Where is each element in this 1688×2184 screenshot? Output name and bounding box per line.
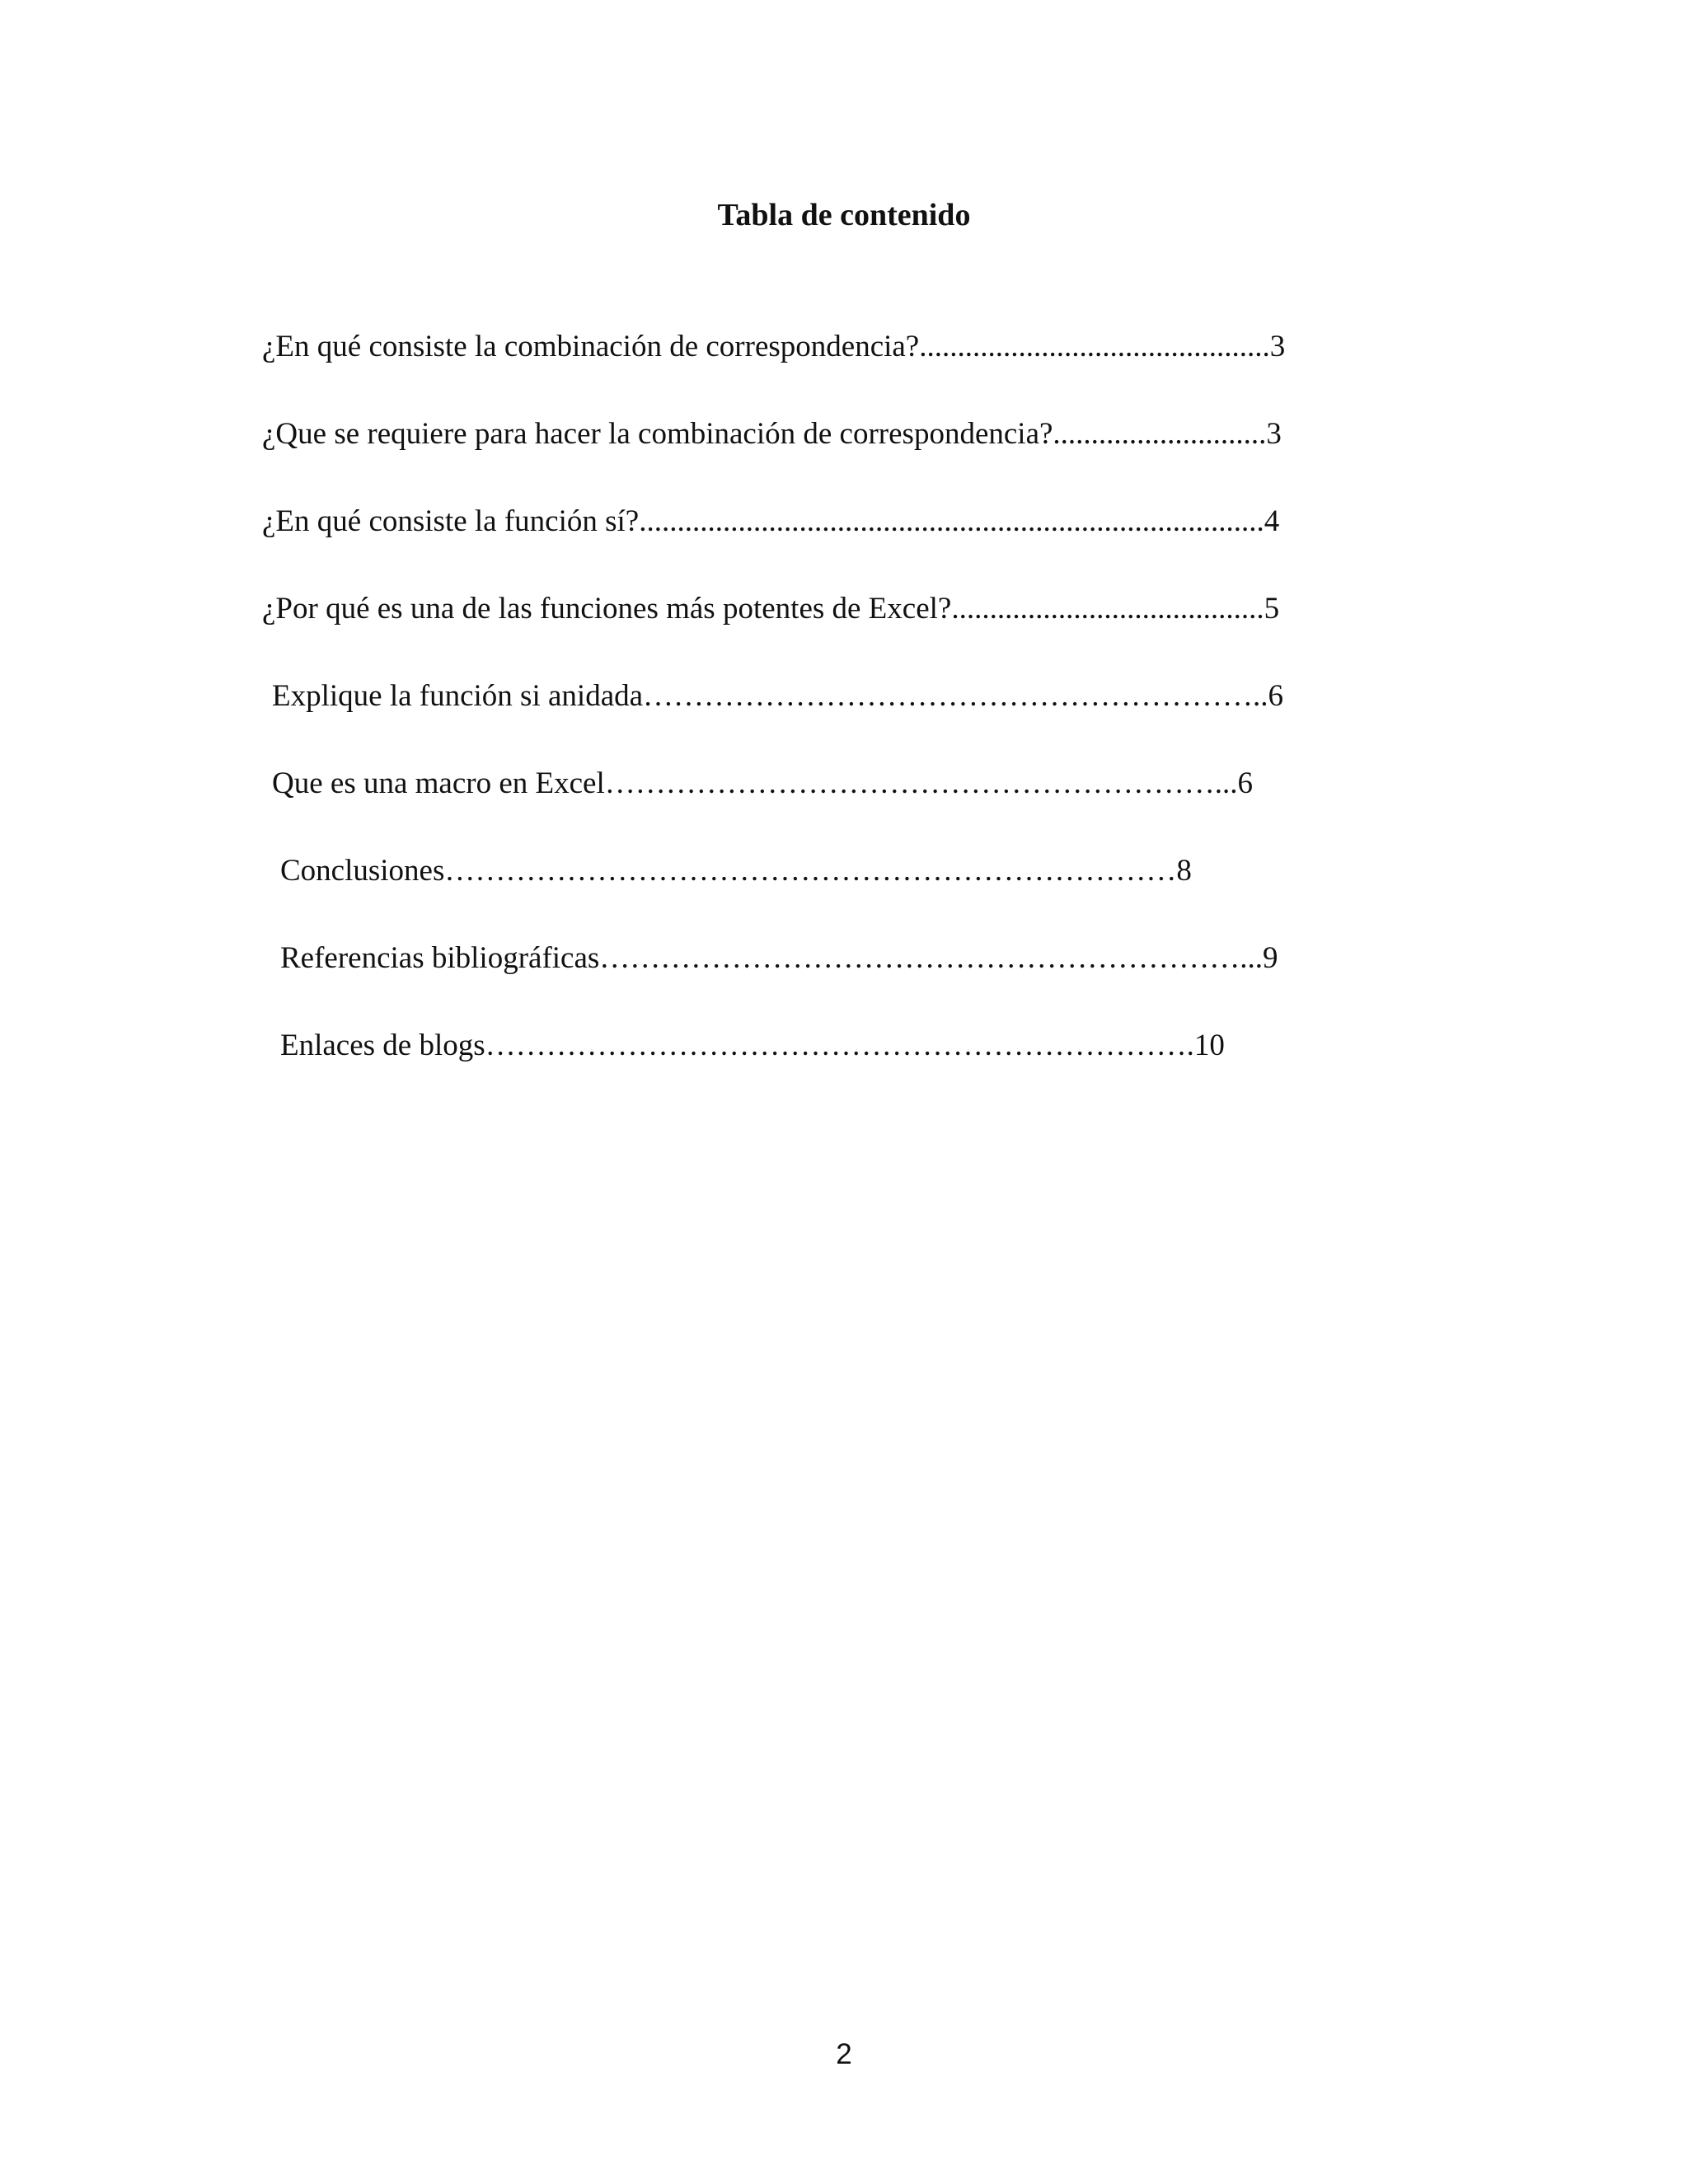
toc-entry-page: 3	[1266, 417, 1282, 451]
toc-entry-leader: ..............................................	[919, 330, 1270, 363]
toc-entry[interactable]	[262, 414, 1282, 455]
toc-entry-leader: ............................	[1053, 417, 1267, 451]
toc-entry-leader: ………………………………………………………...	[599, 941, 1264, 975]
toc-entry-leader: ……………………………………………………..	[643, 679, 1268, 713]
toc-entry-page: 6	[1268, 679, 1284, 713]
toc-entry[interactable]	[262, 326, 1285, 368]
toc-entry-page: 3	[1269, 330, 1286, 363]
toc-entry-leader: …………………………………………………………….	[485, 1029, 1194, 1062]
toc-title: Tabla de contenido	[717, 198, 971, 232]
toc-entry-page: 5	[1264, 592, 1280, 626]
toc-entry[interactable]	[280, 938, 1278, 979]
toc-entry[interactable]	[280, 851, 1192, 892]
toc-entry-page: 6	[1237, 766, 1253, 800]
toc-entry-label: ¿En qué consiste la función sí?	[262, 504, 640, 538]
toc-entry-label: Que es una macro en Excel	[272, 766, 605, 800]
toc-entry-leader: ……………………………………………………...	[604, 766, 1238, 800]
toc-entry-page: 9	[1263, 941, 1278, 975]
toc-entry-leader: ..................................................................................	[639, 504, 1264, 538]
toc-entry-label: Explique la función si anidada	[272, 679, 644, 713]
toc-entry-label: Enlaces de blogs	[280, 1029, 485, 1062]
page-number: 2	[836, 2038, 852, 2070]
toc-entry-page: 8	[1176, 854, 1192, 888]
toc-entry-label: ¿Por qué es una de las funciones más potentes de Excel?	[262, 592, 952, 626]
toc-entry-page: 10	[1193, 1029, 1225, 1062]
toc-entry-leader: ………………………………………………………………	[444, 854, 1177, 888]
toc-entry[interactable]	[272, 763, 1253, 804]
toc-entry[interactable]	[262, 588, 1279, 630]
toc-entry-label: ¿En qué consiste la combinación de correspondencia?	[262, 330, 920, 363]
toc-entry-leader: .........................................	[951, 592, 1264, 626]
toc-entry-label: Conclusiones	[280, 854, 445, 888]
toc-entry-page: 4	[1264, 504, 1280, 538]
toc-entry-label: Referencias bibliográficas	[280, 941, 600, 975]
toc-entry[interactable]	[262, 501, 1279, 542]
toc-entry-label: ¿Que se requiere para hacer la combinación de correspondencia?	[262, 417, 1053, 451]
toc-entry[interactable]	[272, 676, 1283, 717]
toc-entry[interactable]	[280, 1025, 1225, 1066]
